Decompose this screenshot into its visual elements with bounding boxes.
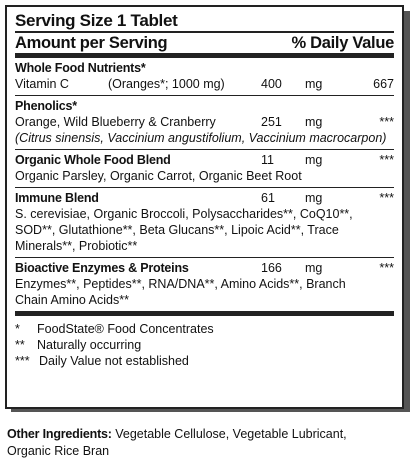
blend-ingredients-line: Chain Amino Acids** — [15, 293, 129, 307]
other-ingredients — [7, 426, 407, 460]
blend-unit: mg — [305, 191, 323, 205]
footnote-text: FoodState® Food Concentrates — [37, 322, 214, 336]
blend-amount: 11 — [261, 153, 274, 167]
blend-ingredients-line: Enzymes**, Peptides**, RNA/DNA**, Amino Acids**, Branch — [15, 277, 346, 291]
nutrient-unit: mg — [305, 77, 323, 91]
blend-dv: *** — [379, 153, 394, 167]
panel-content — [15, 11, 394, 369]
section-phenolics — [15, 95, 394, 149]
other-ingredients-text: Vegetable Cellulose, Vegetable Lubricant, — [111, 427, 347, 441]
nutrient-dv: 667 — [373, 77, 394, 91]
section-name: Whole Food Nutrients* — [15, 61, 146, 75]
footnote — [15, 337, 394, 353]
blend-unit: mg — [305, 153, 323, 167]
blend-ingredients-line: Minerals**, Probiotic** — [15, 239, 138, 253]
footnote-symbol: * — [15, 322, 20, 336]
blend-dv: *** — [379, 261, 394, 275]
blend-dv: *** — [379, 191, 394, 205]
footnote-symbol: ** — [15, 338, 25, 352]
section-organic-blend — [15, 149, 394, 187]
latin-names: (Citrus sinensis, Vaccinium angustifolium, Vaccinium macrocarpon) — [15, 131, 387, 145]
nutrient-dv: *** — [379, 115, 394, 129]
blend-ingredients: Organic Parsley, Organic Carrot, Organic Beet Root — [15, 169, 302, 183]
supplement-facts-panel — [5, 5, 404, 409]
blend-row-organic — [15, 152, 394, 168]
nutrient-amount: 400 — [261, 77, 282, 91]
nutrient-unit: mg — [305, 115, 323, 129]
footnote — [15, 321, 394, 337]
footnote — [15, 353, 394, 369]
daily-value-header: % Daily Value — [291, 34, 394, 52]
nutrient-source: (Oranges*; 1000 mg) — [108, 77, 225, 91]
section-immune-blend — [15, 187, 394, 257]
footnote-text: Daily Value not established — [39, 354, 189, 368]
nutrient-name: Orange, Wild Blueberry & Cranberry — [15, 115, 216, 129]
serving-size: Serving Size 1 Tablet — [15, 11, 178, 30]
other-ingredients-label: Other Ingredients: — [7, 427, 112, 441]
section-name: Bioactive Enzymes & Proteins — [15, 261, 189, 275]
footnote-text: Naturally occurring — [37, 338, 142, 352]
blend-ingredients-line: SOD**, Glutathione**, Beta Glucans**, Lipoic Acid**, Trace — [15, 223, 339, 237]
section-name: Immune Blend — [15, 191, 99, 205]
nutrient-name: Vitamin C — [15, 77, 69, 91]
footnote-symbol: *** — [15, 354, 30, 368]
blend-amount: 61 — [261, 191, 275, 205]
column-headers — [15, 31, 394, 53]
other-ingredients-text-cont: Organic Rice Bran — [7, 444, 110, 458]
blend-row-bioactive — [15, 260, 394, 276]
nutrient-row-phenolics — [15, 114, 394, 130]
section-name: Phenolics* — [15, 99, 77, 113]
blend-amount: 166 — [261, 261, 282, 275]
nutrient-amount: 251 — [261, 115, 282, 129]
blend-row-immune — [15, 190, 394, 206]
blend-ingredients-line: S. cerevisiae, Organic Broccoli, Polysaccharides**, CoQ10**, — [15, 207, 353, 221]
amount-header: Amount per Serving — [15, 34, 168, 52]
blend-unit: mg — [305, 261, 323, 275]
nutrient-row-vitamin-c — [15, 76, 394, 92]
section-bioactive — [15, 257, 394, 311]
footnotes — [15, 311, 394, 369]
section-whole-food — [15, 53, 394, 95]
section-name: Organic Whole Food Blend — [15, 153, 171, 167]
